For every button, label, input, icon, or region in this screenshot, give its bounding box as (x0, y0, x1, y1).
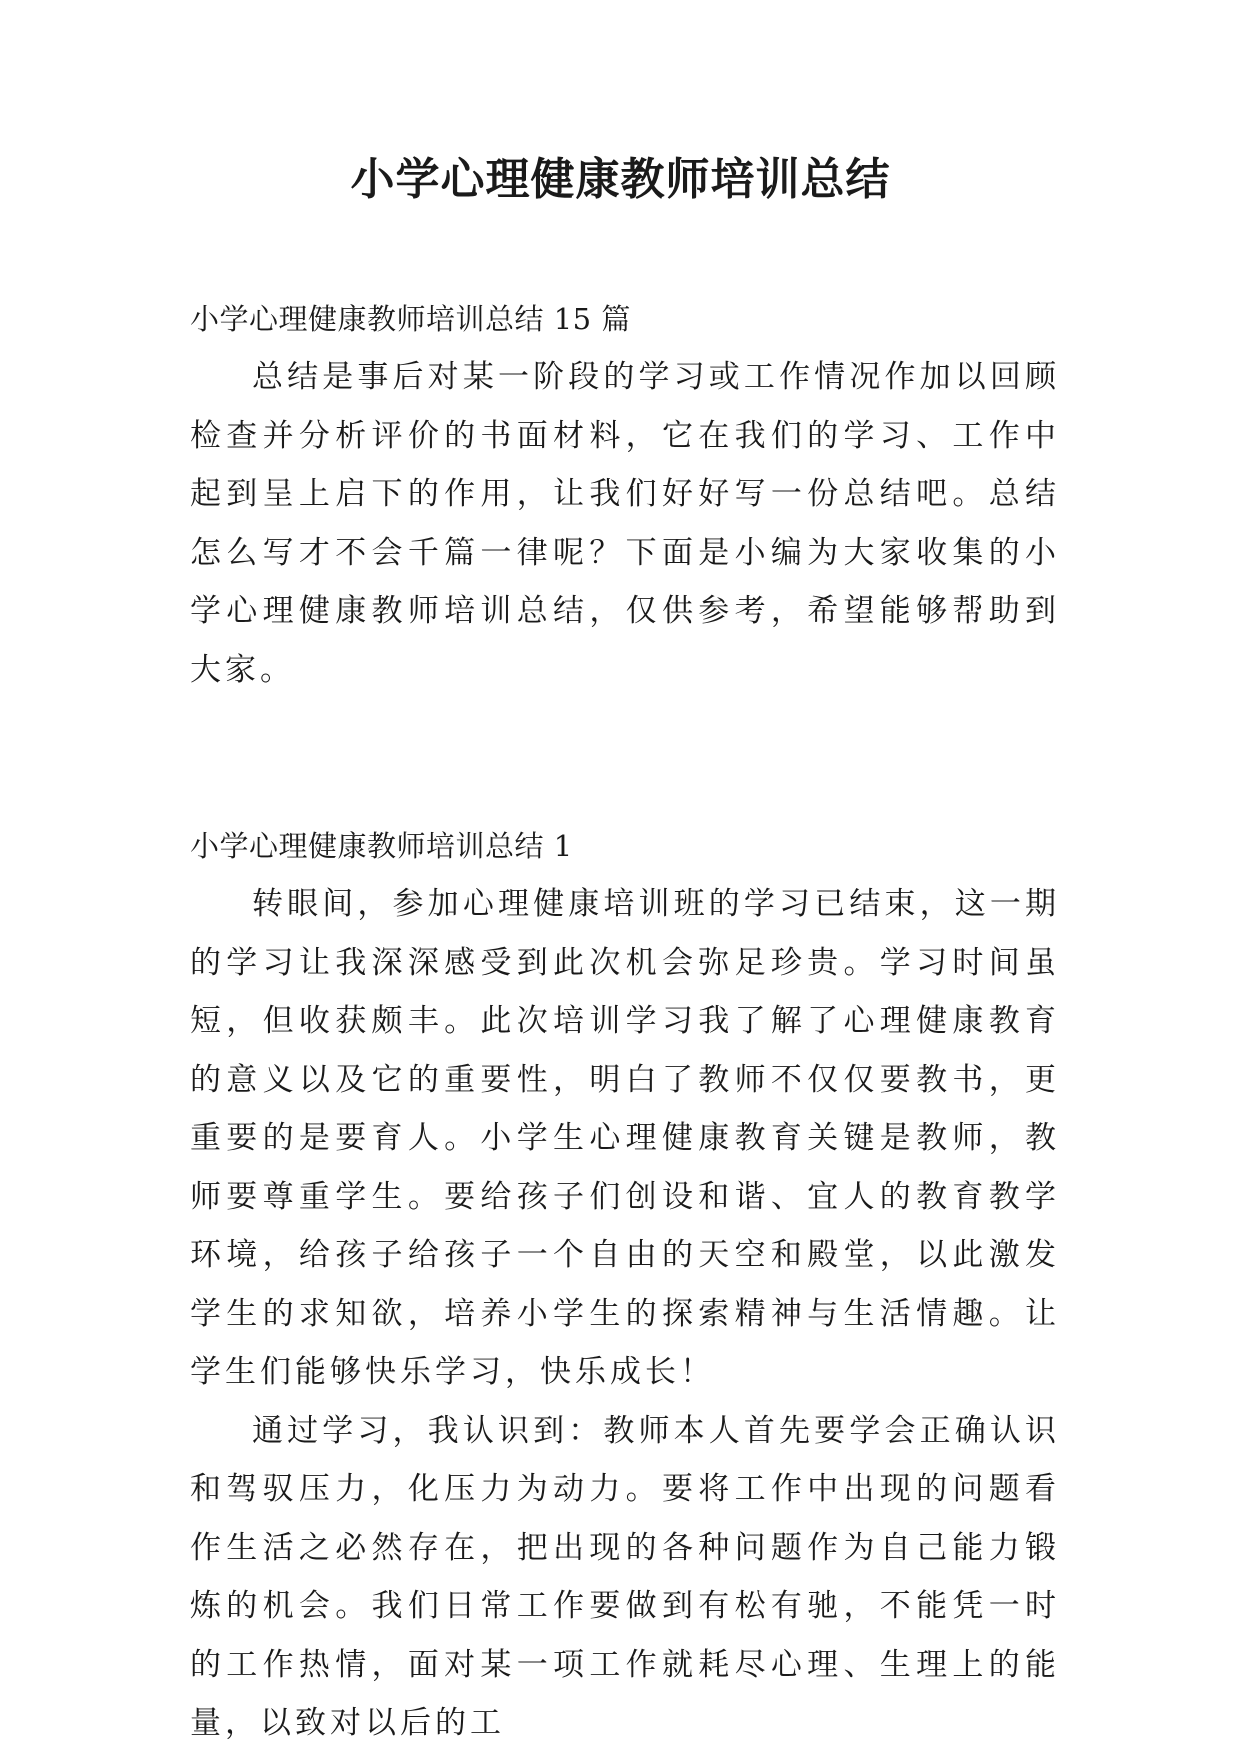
body-paragraph: 通过学习，我认识到：教师本人首先要学会正确认识和驾驭压力，化压力为动力。要将工作中出现的问题看作生活之必然存在，把出现的各种问题作为自己能力锻炼的机会。我们日常工作要做到有松有驰，不能凭一时的工作热情，面对某一项工作就耗尽心理、生理上的能量，以致对以后的工 (190, 1412, 1060, 1741)
intro-paragraph: 总结是事后对某一阶段的学习或工作情况作加以回顾检查并分析评价的书面材料，它在我们的学习、工作中起到呈上启下的作用，让我们好好写一份总结吧。总结怎么写才不会千篇一律呢？下面是小编为大家收集的小学心理健康教师培训总结，仅供参考，希望能够帮助到大家。 (190, 359, 1060, 688)
document-subtitle: 小学心理健康教师培训总结 15 篇 (190, 302, 631, 336)
section-heading: 小学心理健康教师培训总结 1 (190, 829, 573, 863)
section-spacer (190, 699, 1060, 817)
document-body (190, 290, 1060, 1753)
document-title: 小学心理健康教师培训总结 (350, 154, 891, 205)
body-paragraph: 转眼间，参加心理健康培训班的学习已结束，这一期的学习让我深深感受到此次机会弥足珍贵。学习时间虽短，但收获颇丰。此次培训学习我了解了心理健康教育的意义以及它的重要性，明白了教师不仅仅要教书，更重要的是要育人。小学生心理健康教育关键是教师，教师要尊重学生。要给孩子们创设和谐、宜人的教育教学环境，给孩子给孩子一个自由的天空和殿堂，以此激发学生的求知欲，培养小学生的探索精神与生活情趣。让学生们能够快乐学习，快乐成长！ (190, 886, 1060, 1390)
